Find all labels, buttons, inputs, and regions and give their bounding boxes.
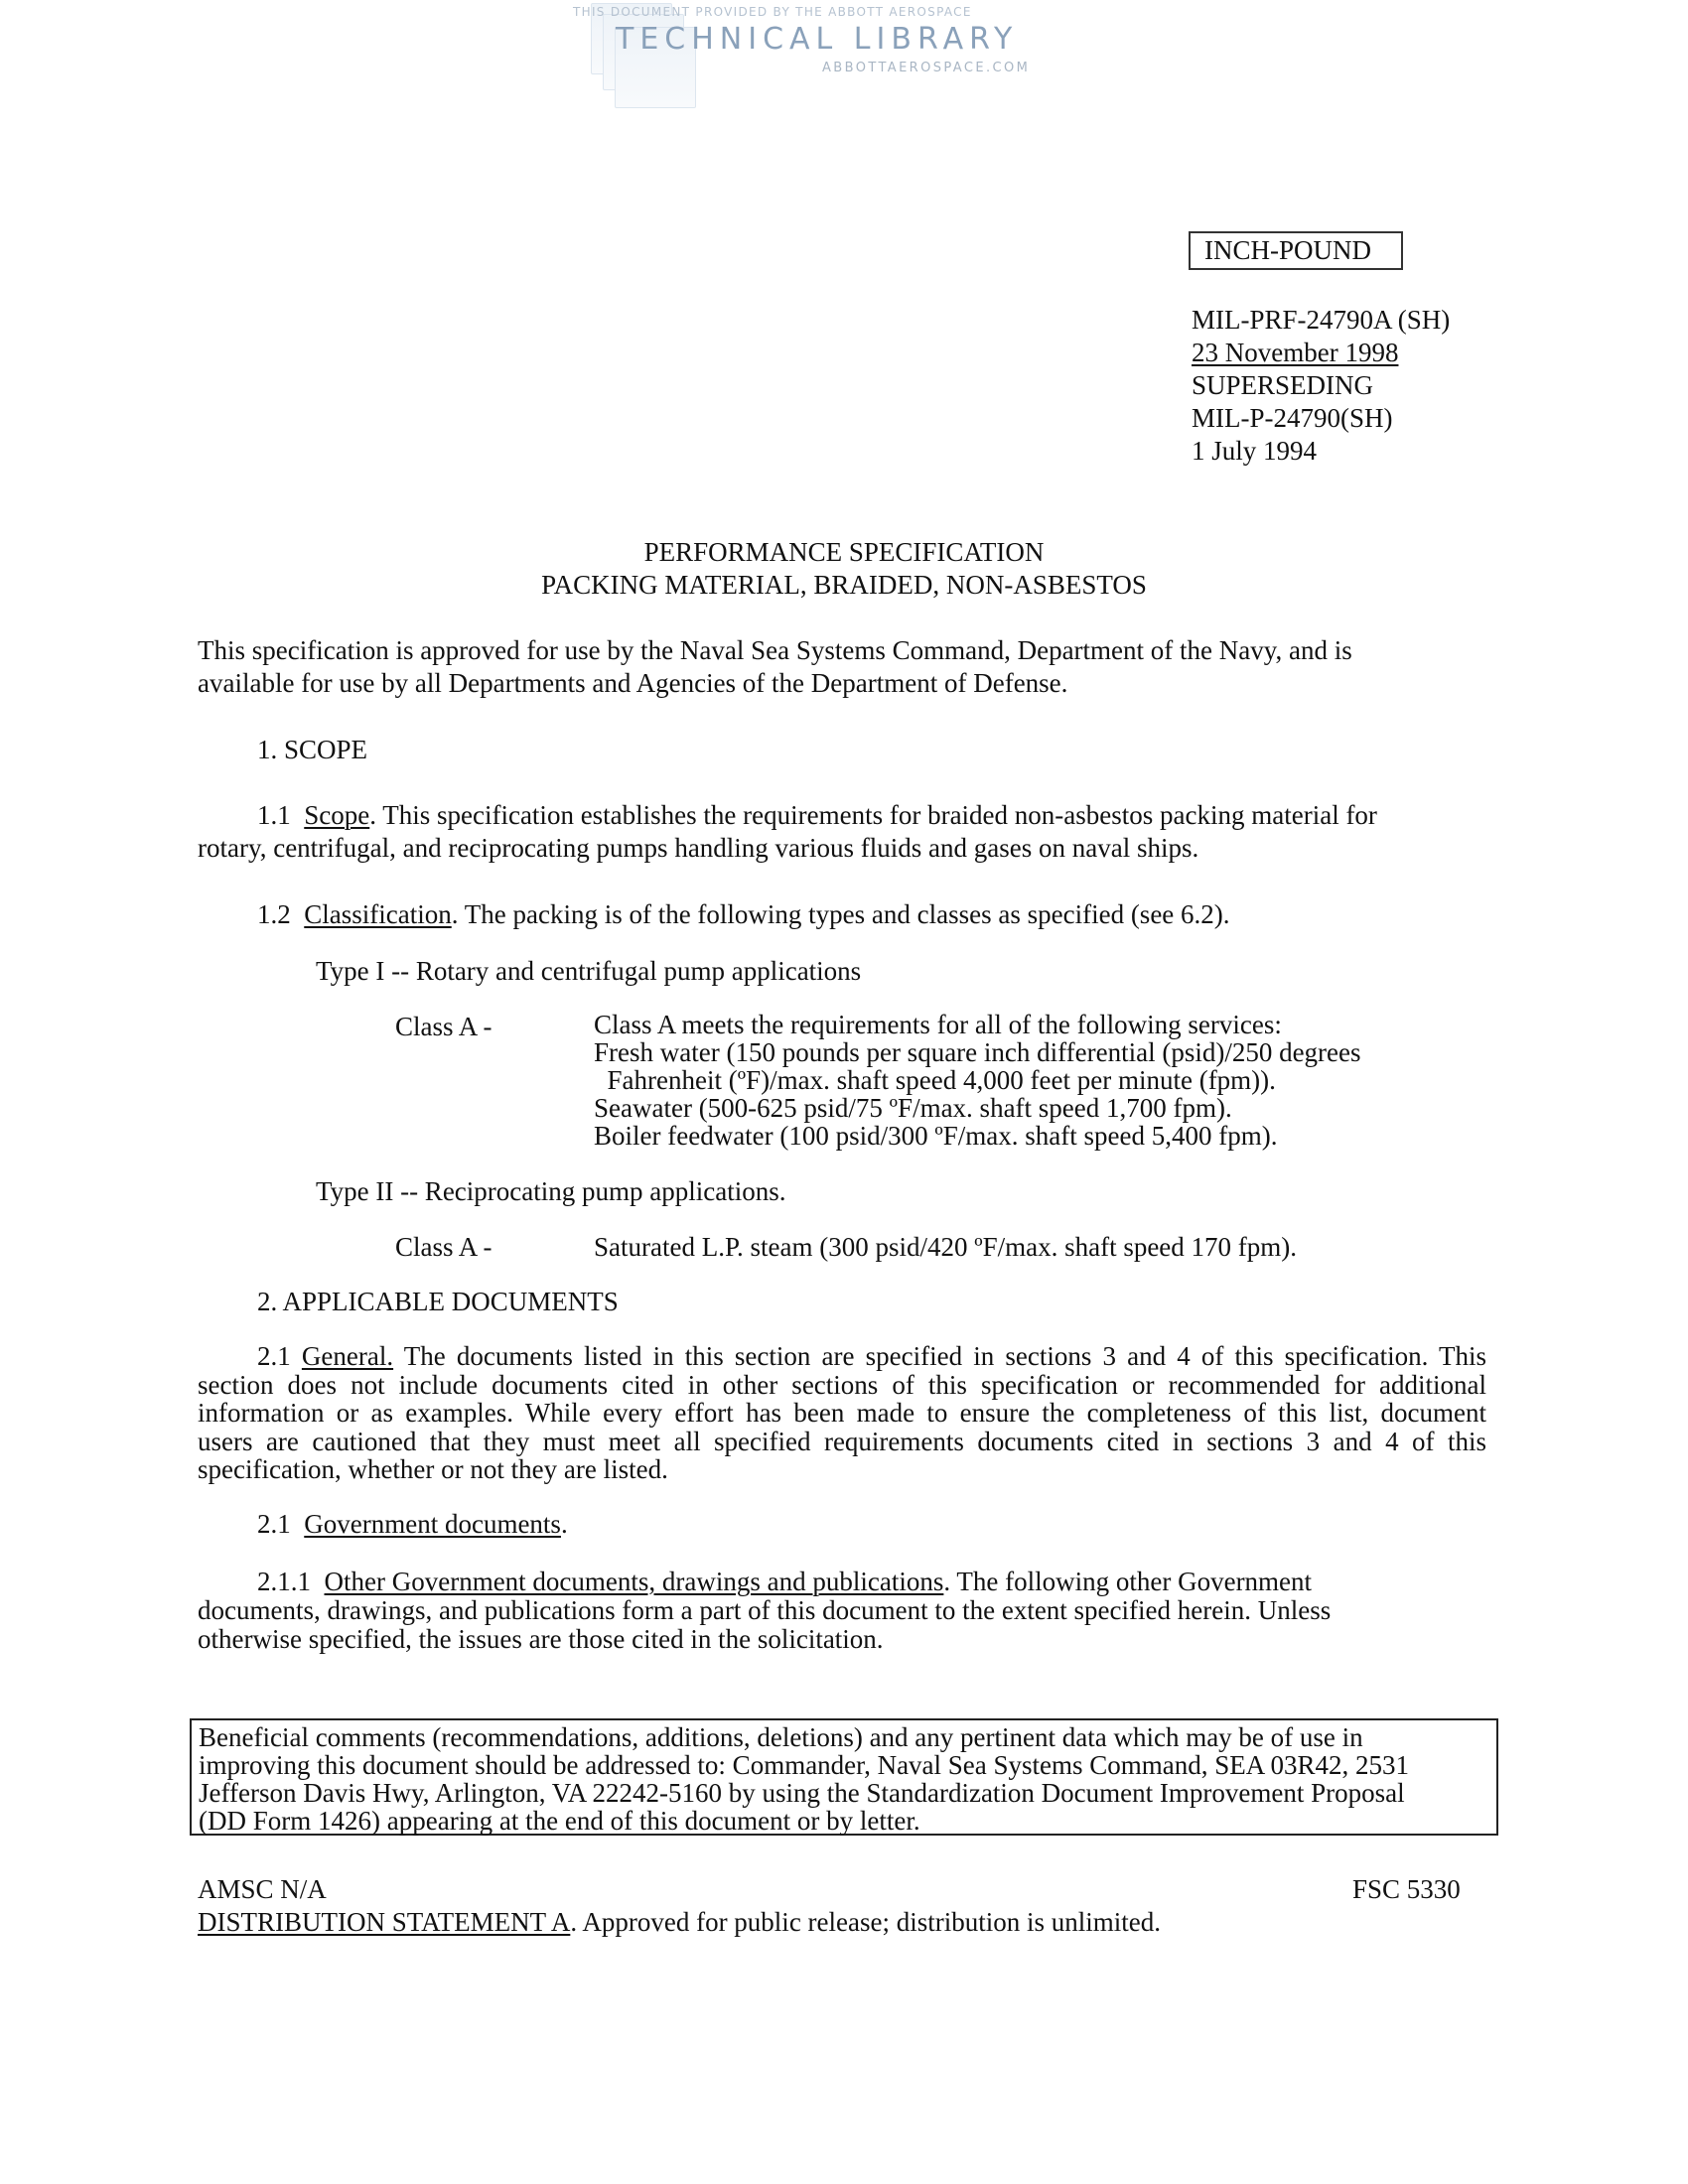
- comments-line: Beneficial comments (recommendations, additions, deletions) and any pertinent data which may be of use in: [199, 1722, 1363, 1752]
- class-a-requirement-line: Seawater (500-625 psid/75 ºF/max. shaft speed 1,700 fpm).: [594, 1093, 1232, 1123]
- fsc-code: FSC 5330: [1352, 1874, 1461, 1904]
- other-gov-text: . The following other Government: [943, 1567, 1313, 1596]
- other-gov-title: Other Government documents, drawings and publications: [324, 1567, 944, 1596]
- comments-line: (DD Form 1426) appearing at the end of this document or by letter.: [199, 1806, 920, 1836]
- superseding-label: SUPERSEDING: [1192, 370, 1374, 400]
- type-2-class-a-description: Saturated L.P. steam (300 psid/420 ºF/max. shaft speed 170 fpm).: [594, 1232, 1298, 1262]
- section-2-1-government-documents: [257, 1508, 568, 1541]
- section-2-1-1-line1: [257, 1568, 1312, 1596]
- section-1-1-line1: [257, 799, 1377, 832]
- section-2-1-title: General.: [301, 1341, 394, 1371]
- document-title-line2: PACKING MATERIAL, BRAIDED, NON-ASBESTOS: [541, 570, 1147, 600]
- gov-docs-title: Government documents: [304, 1509, 561, 1539]
- type-1-class-label: Class A -: [395, 1012, 492, 1041]
- type-2-class-label: Class A -: [395, 1232, 492, 1262]
- watermark-library: TECHNICAL LIBRARY: [616, 22, 1019, 57]
- type-2-label: Type II -- Reciprocating pump applications.: [316, 1176, 786, 1206]
- comments-line: improving this document should be addressed to: Commander, Naval Sea Systems Command, SEA 03R42, 2531: [199, 1750, 1410, 1780]
- watermark-provided-by: THIS DOCUMENT PROVIDED BY THE ABBOTT AEROSPACE: [573, 5, 972, 19]
- section-2-heading: 2. APPLICABLE DOCUMENTS: [257, 1287, 619, 1316]
- superseded-document-date: 1 July 1994: [1192, 436, 1318, 466]
- watermark-url: ABBOTTAEROSPACE.COM: [822, 61, 1031, 75]
- class-a-requirement-line: Fahrenheit (ºF)/max. shaft speed 4,000 feet per minute (fpm)).: [594, 1065, 1276, 1095]
- section-2-1-general: [198, 1342, 1486, 1484]
- gov-docs-number: 2.1: [257, 1509, 291, 1539]
- document-date: 23 November 1998: [1192, 338, 1399, 367]
- document-id: MIL-PRF-24790A (SH): [1192, 305, 1451, 335]
- technical-library-watermark: [571, 0, 1087, 114]
- units-badge: [1189, 231, 1403, 270]
- section-2-1-1-line3: otherwise specified, the issues are those cited in the solicitation.: [198, 1624, 884, 1654]
- superseded-document-id: MIL-P-24790(SH): [1192, 403, 1393, 433]
- section-1-heading: 1. SCOPE: [257, 735, 368, 764]
- approval-statement-line1: This specification is approved for use by the Naval Sea Systems Command, Department of the Navy, and is: [198, 635, 1352, 665]
- document-title-line1: PERFORMANCE SPECIFICATION: [643, 537, 1045, 567]
- class-a-requirement-line: Boiler feedwater (100 psid/300 ºF/max. shaft speed 5,400 fpm).: [594, 1121, 1278, 1151]
- distribution-label: DISTRIBUTION STATEMENT A: [198, 1907, 571, 1937]
- class-a-requirement-line: Class A meets the requirements for all of the following services:: [594, 1010, 1282, 1039]
- section-1-2: [257, 898, 1230, 931]
- comments-line: Jefferson Davis Hwy, Arlington, VA 22242-5160 by using the Standardization Document Improvement Proposal: [199, 1778, 1405, 1808]
- class-a-requirement-line: Fresh water (150 pounds per square inch differential (psid)/250 degrees: [594, 1037, 1361, 1067]
- distribution-text: . Approved for public release; distribution is unlimited.: [570, 1907, 1161, 1937]
- type-1-class-a-description: [594, 1011, 1361, 1150]
- section-1-1-number: 1.1: [257, 800, 291, 830]
- amsc-label: AMSC N/A: [198, 1874, 327, 1904]
- section-1-1-line2: rotary, centrifugal, and reciprocating pumps handling various fluids and gases on naval ships.: [198, 833, 1199, 863]
- section-1-2-title: Classification: [304, 899, 452, 929]
- section-2-1-line: users are cautioned that they must meet all specified requirements documents cited in sections 3 and 4 of this: [198, 1426, 1486, 1456]
- section-2-1-line: information or as examples. While every effort has been made to ensure the completeness of this list, document: [198, 1398, 1486, 1428]
- other-gov-number: 2.1.1: [257, 1567, 311, 1596]
- section-1-2-number: 1.2: [257, 899, 291, 929]
- section-2-1-line: section does not include documents cited in other sections of this specification or recommended for additional: [198, 1369, 1486, 1400]
- section-2-1-number: 2.1: [257, 1341, 291, 1371]
- section-2-1-1-line2: documents, drawings, and publications form a part of this document to the extent specified herein. Unless: [198, 1595, 1332, 1625]
- type-1-label: Type I -- Rotary and centrifugal pump applications: [316, 956, 862, 986]
- section-2-1-line: [198, 1342, 1486, 1371]
- beneficial-comments-box: [190, 1718, 1498, 1836]
- units-badge-label: INCH-POUND: [1204, 235, 1371, 265]
- distribution-statement: [198, 1906, 1161, 1939]
- section-1-2-text: . The packing is of the following types and classes as specified (see 6.2).: [451, 899, 1230, 929]
- approval-statement-line2: available for use by all Departments and Agencies of the Department of Defense.: [198, 668, 1068, 698]
- gov-docs-punct: .: [560, 1509, 568, 1539]
- section-1-1-title: Scope: [304, 800, 370, 830]
- section-1-1-text: . This specification establishes the requirements for braided non-asbestos packing material for: [369, 800, 1377, 830]
- section-2-1-text: The documents listed in this section are specified in sections 3 and 4 of this specification. This: [393, 1341, 1486, 1371]
- section-2-1-line: specification, whether or not they are listed.: [198, 1454, 668, 1484]
